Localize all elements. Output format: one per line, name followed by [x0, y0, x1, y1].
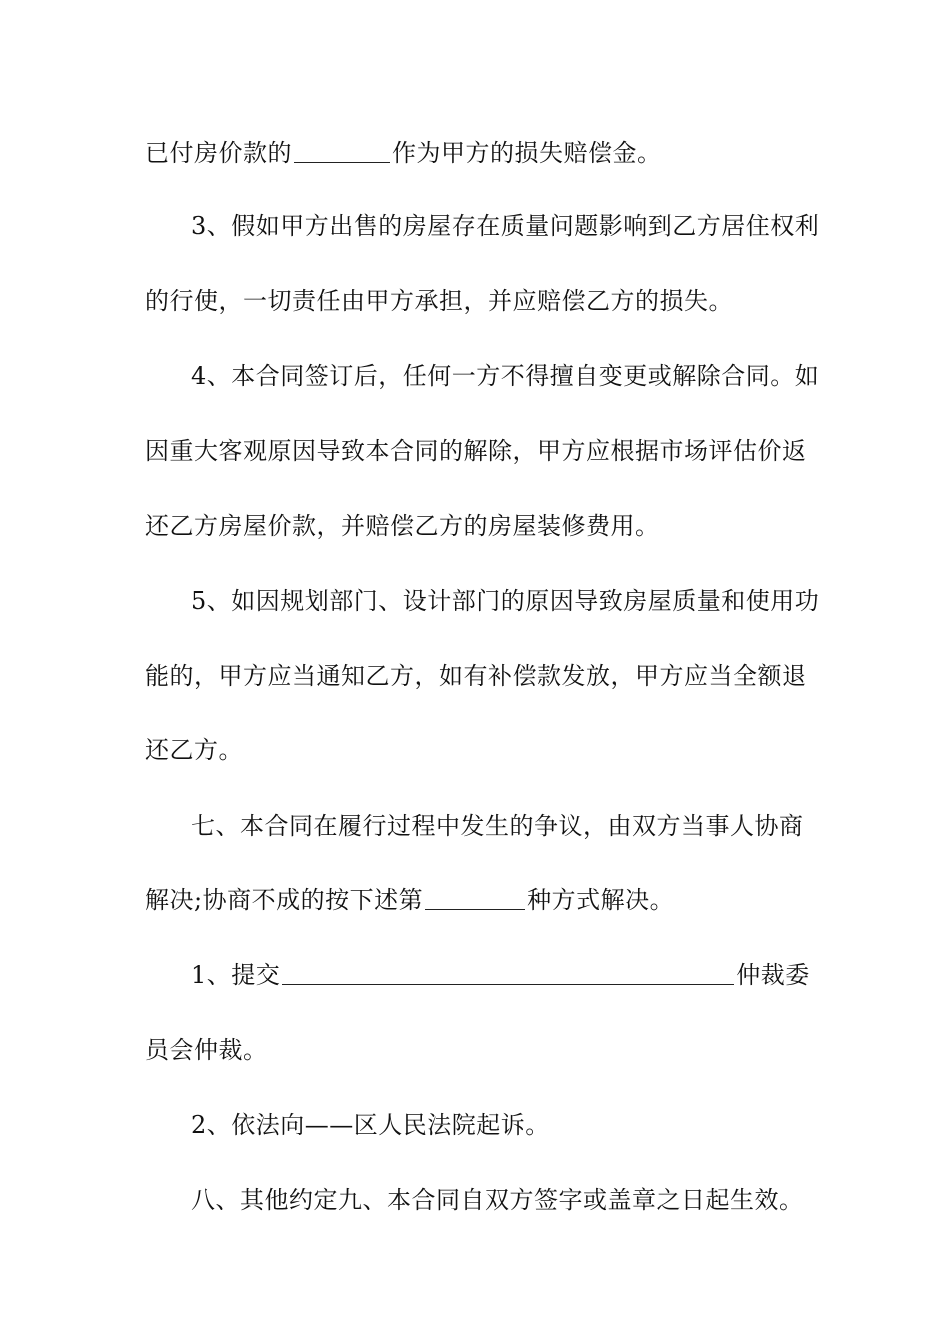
text-segment: 仲裁委 — [736, 961, 810, 989]
paragraph-line: 4、本合同签订后，任何一方不得擅自变更或解除合同。如 — [191, 362, 820, 390]
text-segment: 作为甲方的损失赔偿金。 — [392, 139, 662, 167]
paragraph-line: 还乙方。 — [145, 736, 243, 764]
text-segment: 种方式解决。 — [527, 886, 675, 914]
paragraph-line: 因重大客观原因导致本合同的解除，甲方应根据市场评估价返 — [145, 437, 807, 465]
paragraph-line — [145, 880, 815, 920]
paragraph-line — [145, 133, 815, 173]
paragraph-line: 能的，甲方应当通知乙方，如有补偿款发放，甲方应当全额退 — [145, 662, 807, 690]
fill-in-blank — [425, 885, 525, 910]
text-segment: 解决;协商不成的按下述第 — [145, 886, 424, 914]
text-segment: 1、提交 — [191, 961, 281, 989]
paragraph-line: 八、其他约定九、本合同自双方签字或盖章之日起生效。 — [191, 1186, 804, 1214]
paragraph-line: 5、如因规划部门、设计部门的原因导致房屋质量和使用功 — [191, 587, 820, 615]
paragraph-line — [191, 955, 811, 995]
text-segment: 已付房价款的 — [145, 139, 292, 167]
paragraph-line: 员会仲裁。 — [145, 1036, 268, 1064]
paragraph-line: 七、本合同在履行过程中发生的争议，由双方当事人协商 — [191, 812, 804, 840]
fill-in-blank — [294, 138, 390, 163]
fill-in-blank — [282, 960, 734, 985]
paragraph-line: 的行使，一切责任由甲方承担，并应赔偿乙方的损失。 — [145, 287, 733, 315]
paragraph-line: 还乙方房屋价款，并赔偿乙方的房屋装修费用。 — [145, 512, 660, 540]
paragraph-line: 3、假如甲方出售的房屋存在质量问题影响到乙方居住权利 — [191, 212, 820, 240]
paragraph-line: 2、依法向——区人民法院起诉。 — [191, 1111, 550, 1139]
